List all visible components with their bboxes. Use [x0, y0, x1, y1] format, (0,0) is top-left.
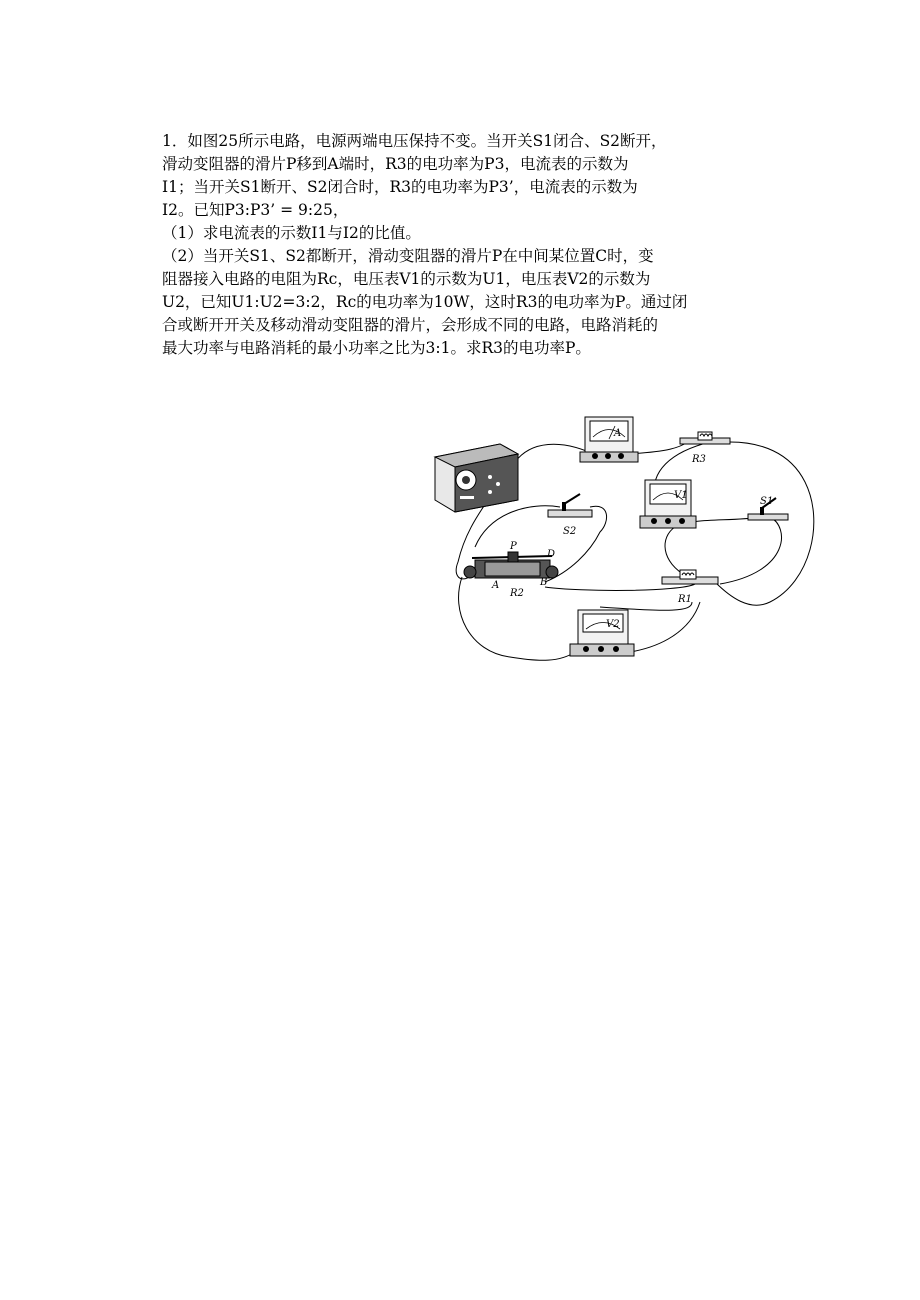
circuit-figure — [430, 412, 820, 672]
problem-line-3: I1；当开关S1断开、S2闭合时，R3的电功率为P3’，电流表的示数为 — [162, 178, 638, 196]
switch-s1 — [748, 496, 788, 520]
question-2-line-3: U2，已知U1:U2=3:2，Rc的电功率为10W，这时R3的电功率为P。通过闭 — [162, 293, 688, 311]
p-label: P — [510, 541, 517, 552]
rheostat-r2 — [464, 541, 558, 599]
b-label: B — [540, 577, 548, 588]
problem-text — [162, 130, 762, 360]
voltmeter-v1 — [640, 480, 696, 528]
question-2-line-1: （2）当开关S1、S2都断开，滑动变阻器的滑片P在中间某位置C时，变 — [162, 247, 654, 265]
a-label: A — [492, 580, 500, 591]
ammeter-label: A — [614, 428, 622, 439]
resistor-r1 — [662, 570, 718, 605]
resistor-r3 — [680, 432, 730, 465]
v2-label: V2 — [606, 619, 620, 630]
power-supply — [435, 444, 518, 512]
problem-line-2: 滑动变阻器的滑片P移到A端时，R3的电功率为P3，电流表的示数为 — [162, 155, 629, 173]
r1-label: R1 — [678, 594, 692, 605]
question-2-line-4: 合或断开开关及移动滑动变阻器的滑片，会形成不同的电路，电路消耗的 — [162, 316, 659, 334]
r2-label: R2 — [510, 588, 524, 599]
r3-label: R3 — [692, 454, 706, 465]
ammeter — [580, 417, 638, 462]
v1-label: V1 — [674, 490, 688, 501]
s1-label: S1 — [760, 496, 774, 507]
switch-s2 — [548, 494, 592, 537]
problem-line-4: I2。已知P3:P3’ = 9:25， — [162, 201, 349, 219]
voltmeter-v2 — [570, 610, 634, 656]
circuit-diagram — [430, 412, 820, 672]
problem-line-1: 1．如图25所示电路，电源两端电压保持不变。当开关S1闭合、S2断开， — [162, 132, 667, 150]
s2-label: S2 — [563, 526, 577, 537]
question-2-line-2: 阻器接入电路的电阻为Rc，电压表V1的示数为U1，电压表V2的示数为 — [162, 270, 651, 288]
question-2-line-5: 最大功率与电路消耗的最小功率之比为3:1。求R3的电功率P。 — [162, 339, 591, 357]
question-1: （1）求电流表的示数I1与I2的比值。 — [162, 224, 421, 242]
d-label: D — [547, 549, 556, 560]
